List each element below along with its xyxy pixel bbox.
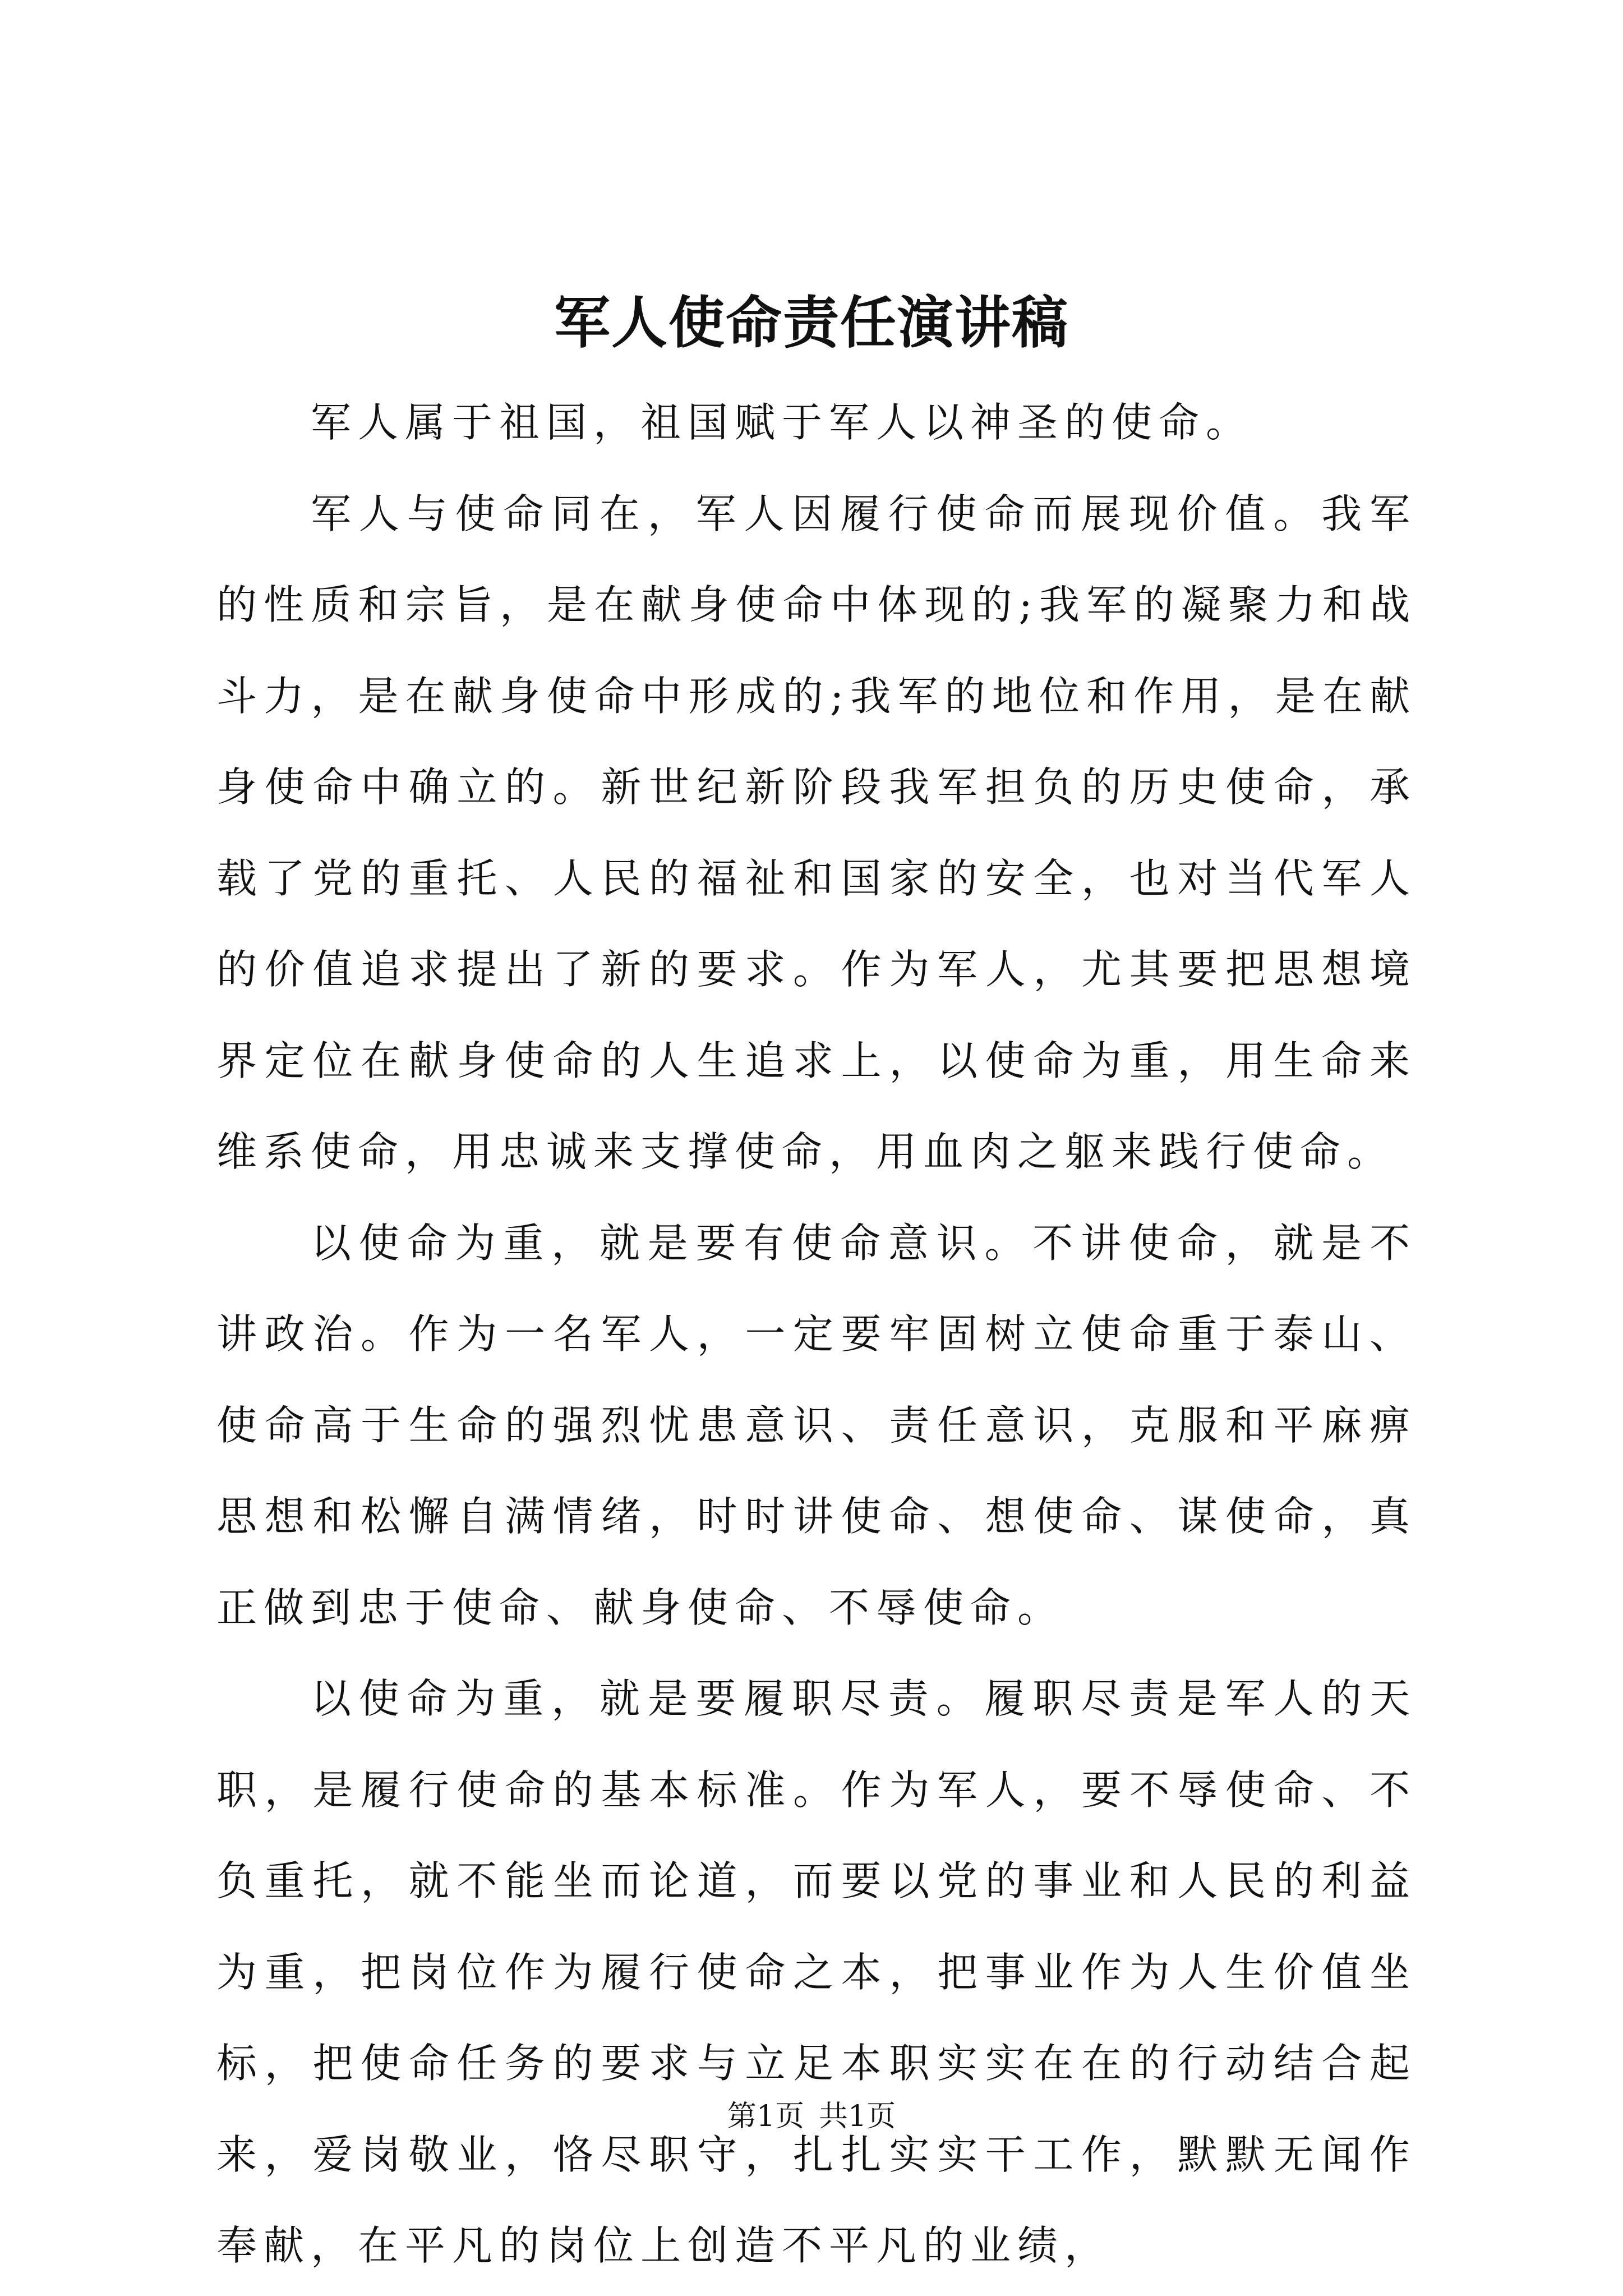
document-title: 军人使命责任演讲稿 bbox=[554, 289, 1069, 356]
document-body bbox=[216, 377, 1417, 2292]
paragraph: 军人与使命同在，军人因履行使命而展现价值。我军的性质和宗旨，是在献身使命中体现的;我军的凝聚力和战斗力，是在献身使命中形成的;我军的地位和作用，是在献身使命中确立的。新世纪新阶段我军担负的历史使命，承载了党的重托、人民的福祉和国家的安全，也对当代军人的价值追求提出了新的要求。作为军人，尤其要把思想境界定位在献身使命的人生追求上，以使命为重，用生命来维系使命，用忠诚来支撑使命，用血肉之躯来践行使命。 bbox=[216, 490, 1417, 1175]
page-total: 共1页 bbox=[819, 2100, 896, 2133]
page-number: 第1页 bbox=[727, 2100, 804, 2133]
page-footer bbox=[0, 2097, 1623, 2136]
paragraph: 以使命为重，就是要履职尽责。履职尽责是军人的天职，是履行使命的基本标准。作为军人，要不辱使命、不负重托，就不能坐而论道，而要以党的事业和人民的利益为重，把岗位作为履行使命之本，把事业作为人生价值坐标，把使命任务的要求与立足本职实实在在的行动结合起来，爱岗敬业，恪尽职守，扎扎实实干工作，默默无闻作奉献，在平凡的岗位上创造不平凡的业绩， bbox=[216, 1675, 1417, 2269]
paragraph: 以使命为重，就是要有使命意识。不讲使命，就是不讲政治。作为一名军人，一定要牢固树立使命重于泰山、使命高于生命的强烈忧患意识、责任意识，克服和平麻痹思想和松懈自满情绪，时时讲使命、想使命、谋使命，真正做到忠于使命、献身使命、不辱使命。 bbox=[216, 1219, 1417, 1631]
paragraph: 军人属于祖国，祖国赋于军人以神圣的使命。 bbox=[311, 399, 1253, 446]
